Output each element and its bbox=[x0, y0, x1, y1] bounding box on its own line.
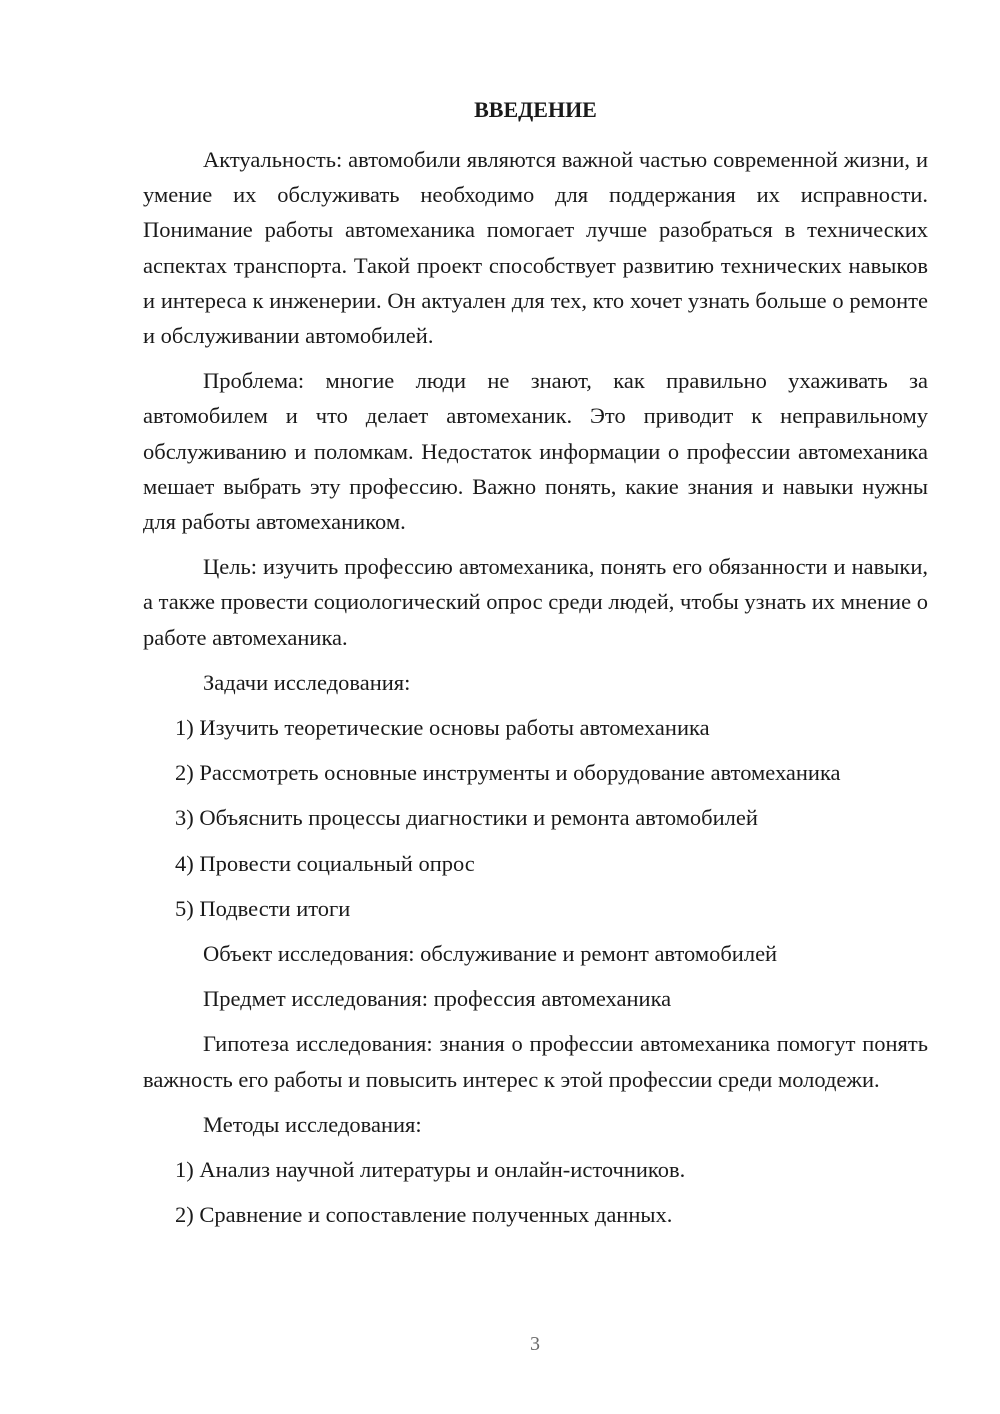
tasks-title: Задачи исследования: bbox=[203, 669, 411, 695]
task-item: 1) Изучить теоретические основы работы автомеханика bbox=[175, 715, 710, 741]
research-object: Объект исследования: обслуживание и ремонт автомобилей bbox=[203, 941, 778, 967]
page-title: ВВЕДЕНИЕ bbox=[474, 97, 597, 122]
hypothesis-paragraph: Гипотеза исследования: знания о профессии автомеханика помогут понять важность его работы и повысить интерес к этой профессии среди молодежи. bbox=[143, 1031, 928, 1092]
methods-title: Методы исследования: bbox=[203, 1111, 422, 1137]
problem-paragraph: Проблема: многие люди не знают, как правильно ухаживать за автомобилем и что делает автомеханик. Это приводит к неправильному обслуживанию и поломкам. Недостаток информации о профессии автомеханика мешает выбрать эту профессию. Важно понять, какие знания и навыки нужны для работы автомехаником. bbox=[143, 368, 928, 535]
method-item: 2) Сравнение и сопоставление полученных данных. bbox=[175, 1202, 673, 1228]
method-item: 1) Анализ научной литературы и онлайн-источников. bbox=[175, 1157, 686, 1183]
task-item: 4) Провести социальный опрос bbox=[175, 850, 475, 876]
relevance-paragraph: Актуальность: автомобили являются важной частью современной жизни, и умение их обслуживать необходимо для поддержания их исправности. Понимание работы автомеханика помогает лучше разобраться в технических аспектах транспорта. Такой проект способствует развитию технических навыков и интереса к инженерии. Он актуален для тех, кто хочет узнать больше о ремонте и обслуживании автомобилей. bbox=[143, 147, 928, 349]
task-item: 2) Рассмотреть основные инструменты и оборудование автомеханика bbox=[175, 760, 841, 786]
task-item: 5) Подвести итоги bbox=[175, 895, 351, 921]
page-number: 3 bbox=[530, 1333, 540, 1355]
research-subject: Предмет исследования: профессия автомеханика bbox=[203, 986, 672, 1012]
task-item: 3) Объяснить процессы диагностики и ремонта автомобилей bbox=[175, 805, 758, 831]
goal-paragraph: Цель: изучить профессию автомеханика, понять его обязанности и навыки, а также провести социологический опрос среди людей, чтобы узнать их мнение о работе автомеханика. bbox=[143, 554, 928, 650]
document-page bbox=[143, 92, 928, 1242]
